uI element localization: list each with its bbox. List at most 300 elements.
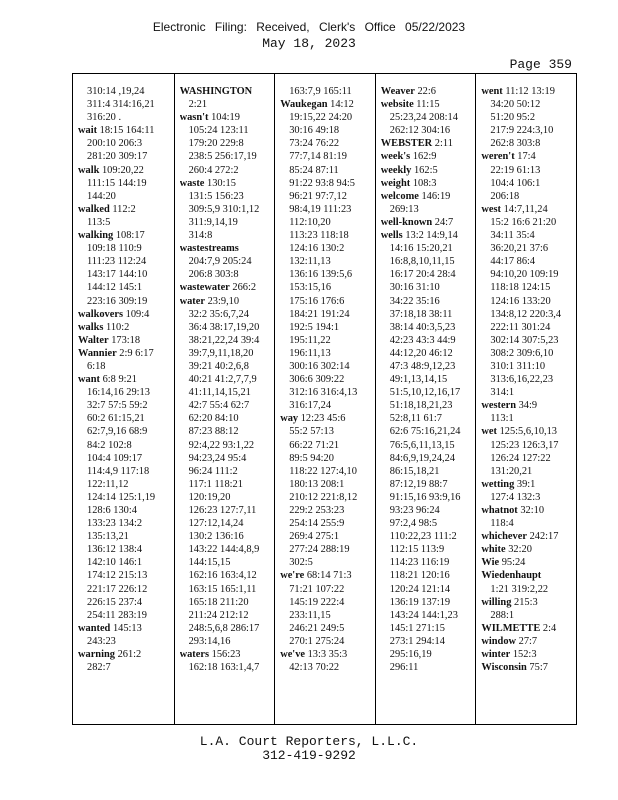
index-entry [280,569,372,582]
index-entry-continuation [180,373,272,386]
index-entry-continuation [381,661,473,674]
index-term: Wiedenhaupt [481,570,542,582]
page-line-refs: 62:7,9,16 68:9 [87,426,148,438]
index-entry-continuation [381,452,473,465]
index-entry-continuation [381,543,473,556]
page-line-refs: 2:4 [542,622,557,634]
page-line-refs: 162:9 [412,151,437,163]
index-term: winter [481,649,511,661]
index-entry-continuation [280,308,372,321]
index-entry-continuation [280,190,372,203]
index-entry-continuation [481,177,573,190]
index-entry-continuation [180,190,272,203]
page-line-refs: 87:12,19 88:7 [389,478,448,490]
index-entry-continuation [180,203,272,216]
index-column-1 [73,74,174,724]
index-entry [78,622,171,635]
page-line-refs: 308:2 309:6,10 [490,347,554,359]
page-line-refs: 113:1 [490,413,514,425]
page-line-refs: 314:8 [188,230,213,242]
index-entry-continuation [381,373,473,386]
page-line-refs: 77:7,14 81:19 [289,151,347,163]
page-line-refs: 302:14 307:5,23 [490,334,559,346]
index-term: wait [78,125,98,137]
index-entry-continuation [481,190,573,203]
page-line-refs: 14:7,11,24 [503,203,548,215]
page-line-refs: 109:4 [125,308,150,320]
index-term: Wisconsin [481,662,527,674]
index-entry [78,347,171,360]
index-entry-continuation [180,137,272,150]
page-line-refs: 262:8 303:8 [490,138,541,150]
index-entry-continuation [280,150,372,163]
page-line-refs: 293:14,16 [188,635,231,647]
page-line-refs: 2:9 6:17 [119,347,154,359]
page-line-refs: 32:2 35:6,7,24 [188,308,249,320]
page-line-refs: 302:5 [289,557,313,569]
index-entry-continuation [280,85,372,98]
index-entry-continuation [78,412,171,425]
page-line-refs: 16:8,8,10,11,15 [389,256,455,268]
index-term: window [481,635,517,647]
index-entry-continuation [180,583,272,596]
page-line-refs: 135:13,21 [87,531,129,543]
index-term: waters [179,649,210,661]
index-term: well-known [380,216,433,228]
index-entry [78,334,171,347]
index-entry [180,648,272,661]
index-entry-continuation [78,85,171,98]
page-line-refs: 105:24 123:11 [188,125,249,137]
index-entry-continuation [78,386,171,399]
page-line-refs: 6:8 9:21 [102,374,137,386]
index-term: waste [179,177,205,189]
page-line-refs: 145:13 [112,622,142,634]
page-line-refs: 51:5,10,12,16,17 [389,387,461,399]
page-line-refs: 206:18 [490,190,520,202]
index-entry-continuation [481,164,573,177]
index-column-4 [375,74,476,724]
index-entry-continuation [280,530,372,543]
index-term: wetting [481,478,515,490]
index-entry-continuation [280,596,372,609]
index-entry-continuation [78,216,171,229]
index-term: walks [78,321,104,333]
page-line-refs: 34:22 35:16 [389,295,440,307]
page-line-refs: 122:11,12 [87,478,129,490]
page-line-refs: 146:19 [421,190,451,202]
index-entry-continuation [280,491,372,504]
page-line-refs: 49:1,13,14,15 [389,374,448,386]
page-line-refs: 126:24 127:22 [490,452,551,464]
index-term: walk [78,164,100,176]
page-line-refs: 27:7 [518,635,538,647]
page-line-refs: 37:18,18 38:11 [389,308,453,320]
index-entry-continuation [78,268,171,281]
index-entry-continuation [180,491,272,504]
page-line-refs: 2:11 [434,138,453,150]
index-term: wastestreams [179,243,239,255]
index-entry-continuation [180,334,272,347]
page-line-refs: 87:23 88:12 [188,426,239,438]
page-line-refs: 44:17 86:4 [490,256,536,268]
page-line-refs: 163:7,9 165:11 [289,86,352,97]
page-line-refs: 130:15 [207,177,236,189]
index-term: weekly [380,164,412,176]
page-line-refs: 42:23 43:3 44:9 [389,334,456,346]
index-entry-continuation [78,98,171,111]
index-entry [481,543,573,556]
page-line-refs: 206:8 303:8 [188,269,239,281]
page-line-refs: 142:10 146:1 [87,557,143,569]
page-line-refs: 127:4 132:3 [490,491,541,503]
index-term: wet [481,426,497,438]
page-line-refs: 52:8,11 61:7 [389,413,442,425]
index-entry-continuation [180,452,272,465]
index-entry-continuation [78,583,171,596]
index-entry-continuation [280,281,372,294]
index-entry [481,648,573,661]
index-term: white [481,544,506,556]
page-line-refs: 126:23 127:7,11 [188,505,257,516]
page-line-refs: 15:2 16:6 21:20 [490,216,557,228]
page-line-refs: 125:23 126:3,17 [490,439,559,451]
page-line-refs: 254:14 255:9 [289,518,345,530]
page-line-refs: 162:16 163:4,12 [188,570,257,582]
page-line-refs: 152:3 [512,649,537,661]
index-entry [381,229,473,242]
page-line-refs: 128:6 130:4 [87,505,137,516]
page-line-refs: 143:22 144:4,8,9 [188,544,260,556]
index-entry [78,648,171,661]
page-line-refs: 282:7 [87,662,111,674]
index-entry-continuation [481,255,573,268]
page-line-refs: 156:23 [211,649,241,661]
page-line-refs: 144:15,15 [188,557,231,569]
index-entry-continuation [180,543,272,556]
index-entry-continuation [78,491,171,504]
page-line-refs: 16:14,16 29:13 [87,387,150,399]
index-entry-continuation [78,150,171,163]
page-line-refs: 125:5,6,10,13 [499,426,558,438]
index-entry-continuation [78,478,171,491]
index-entry [481,203,573,216]
index-entry-continuation [78,543,171,556]
index-entry-continuation [280,373,372,386]
index-entry-continuation [481,386,573,399]
index-entry [78,203,171,216]
index-entry-continuation [381,491,473,504]
page-line-refs: 217:9 224:3,10 [490,125,554,137]
page-line-refs: 34:11 35:4 [490,230,535,242]
page-line-refs: 19:15,22 24:20 [289,112,353,124]
page-line-refs: 108:17 [115,230,145,242]
index-entry-continuation [381,648,473,661]
index-entry-continuation [381,425,473,438]
page-line-refs: 143:24 144:1,23 [389,609,458,621]
index-entry-continuation [180,321,272,334]
index-entry-continuation [180,622,272,635]
page-line-refs: 55:2 57:13 [289,426,334,438]
page-line-refs: 131:20,21 [490,465,533,477]
page-line-refs: 51:20 95:2 [490,112,536,124]
page-line-refs: 120:19,20 [188,491,231,503]
page-line-refs: 94:23,24 95:4 [188,452,247,464]
index-entry-continuation [180,412,272,425]
index-entry-continuation [481,229,573,242]
index-entry [180,85,272,98]
index-entry-continuation [381,517,473,530]
page-line-refs: 111:23 112:24 [87,256,147,268]
page-line-refs: 175:16 176:6 [289,295,345,307]
page-line-refs: 243:23 [87,635,116,647]
index-entry-continuation [280,242,372,255]
index-entry-continuation [78,439,171,452]
index-entry-continuation [180,569,272,582]
index-entry [481,622,573,635]
page-line-refs: 132:11,13 [289,256,331,268]
page-line-refs: 288:1 [490,609,515,621]
index-entry-continuation [280,229,372,242]
index-entry-continuation [78,399,171,412]
index-entry-continuation [280,111,372,124]
index-term: we're [280,570,305,582]
page-line-refs: 223:16 309:19 [87,295,148,307]
index-entry-continuation [280,452,372,465]
page-line-refs: 120:24 121:14 [389,583,451,595]
index-entry-continuation [280,177,372,190]
page-line-refs: 95:24 [501,557,526,569]
page-line-refs: 73:24 76:22 [289,138,340,150]
index-entry [481,635,573,648]
index-entry [78,373,171,386]
index-entry-continuation [180,164,272,177]
page-line-refs: 215:3 [514,596,538,608]
footer-phone: 312-419-9292 [262,748,356,763]
page-line-refs: 262:12 304:16 [389,125,451,137]
page-line-refs: 112:15 113:9 [389,544,445,556]
index-entry-continuation [381,465,473,478]
index-entry-continuation [180,635,272,648]
index-entry-continuation [381,281,473,294]
page-line-refs: 270:1 275:24 [289,635,345,647]
index-entry [180,295,272,308]
page-line-refs: 93:23 96:24 [389,505,440,516]
page-line-refs: 41:11,14,15,21 [188,387,251,399]
page-line-refs: 133:23 134:2 [87,518,143,530]
page-line-refs: 130:2 136:16 [188,531,244,543]
page-line-refs: 312:16 316:4,13 [289,387,358,399]
index-term: walking [78,230,114,242]
page-line-refs: 38:14 40:3,5,23 [389,321,456,333]
page-line-refs: 14:16 15:20,21 [389,243,453,255]
index-entry-continuation [381,530,473,543]
page-line-refs: 118:21 120:16 [389,570,450,582]
page-line-refs: 210:12 221:8,12 [289,491,358,503]
index-entry-continuation [381,583,473,596]
index-entry [481,85,573,98]
index-entry-continuation [78,111,171,124]
index-entry [280,98,372,111]
index-entry-continuation [381,255,473,268]
page-line-refs: 118:22 127:4,10 [289,465,357,477]
page-line-refs: 242:17 [529,531,559,543]
index-entry-continuation [180,596,272,609]
index-entry [381,137,473,150]
index-term: Weaver [380,86,415,97]
page-line-refs: 143:17 144:10 [87,269,148,281]
page-line-refs: 39:7,9,11,18,20 [188,347,254,359]
index-entry-continuation [481,517,573,530]
index-term: wanted [78,622,111,634]
index-entry-continuation [481,609,573,622]
page-line-refs: 281:20 309:17 [87,151,148,163]
index-entry-continuation [180,439,272,452]
page-line-refs: 34:9 [518,400,538,412]
index-entry [78,124,171,137]
page-line-refs: 76:5,6,11,13,15 [389,439,455,451]
index-term: week's [380,151,411,163]
page-line-refs: 246:21 249:5 [289,622,345,634]
page-line-refs: 39:21 40:2,6,8 [188,360,249,372]
index-entry [381,98,473,111]
page-line-refs: 145:19 222:4 [289,596,345,608]
page-line-refs: 311:4 314:16,21 [87,99,155,111]
index-entry-continuation [280,556,372,569]
page-line-refs: 311:9,14,19 [188,216,238,228]
index-term: warning [78,649,115,661]
index-entry-continuation [78,452,171,465]
index-entry-continuation [180,255,272,268]
index-entry-continuation [381,386,473,399]
index-entry-continuation [481,439,573,452]
page-line-refs: 38:21,22,24 39:4 [188,334,260,346]
index-entry-continuation [280,164,372,177]
page-line-refs: 310:1 311:10 [490,360,546,372]
index-term: WILMETTE [481,622,541,634]
index-entry [180,242,272,255]
index-entry-continuation [180,268,272,281]
page-line-refs: 118:4 [490,518,514,530]
index-entry-continuation [481,295,573,308]
page-line-refs: 145:1 271:15 [389,622,445,634]
index-entry-continuation [180,216,272,229]
page-line-refs: 39:1 [516,478,536,490]
page-line-refs: 313:6,16,22,23 [490,374,554,386]
page-line-refs: 162:18 163:1,4,7 [188,662,260,674]
index-entry-continuation [180,517,272,530]
index-entry [481,399,573,412]
index-entry [78,308,171,321]
index-entry-continuation [78,661,171,674]
page-line-refs: 91:22 93:8 94:5 [289,177,355,189]
index-entry-continuation [280,465,372,478]
page-line-refs: 124:14 125:1,19 [87,491,156,503]
page-line-refs: 124:16 133:20 [490,295,551,307]
index-term: water [179,295,205,307]
page-line-refs: 1:21 319:2,22 [490,583,549,595]
index-entry-continuation [381,268,473,281]
page-line-refs: 144:12 145:1 [87,282,143,294]
page-line-refs: 296:11 [389,662,419,674]
page-line-refs: 269:4 275:1 [289,531,340,543]
index-entry [481,478,573,491]
index-term: WASHINGTON [179,86,253,97]
page-line-refs: 221:17 226:12 [87,583,148,595]
page-line-refs: 12:23 45:6 [300,413,346,425]
page-line-refs: 11:15 [416,99,440,111]
index-entry-continuation [481,347,573,360]
index-entry-continuation [481,137,573,150]
index-entry-continuation [481,465,573,478]
page-line-refs: 314:1 [490,387,515,399]
page-line-refs: 32:20 [508,544,532,556]
page-line-refs: 11:12 13:19 [505,86,555,97]
index-entry-continuation [381,439,473,452]
page-line-refs: 112:2 [112,203,136,215]
page-line-refs: 36:4 38:17,19,20 [188,321,260,333]
page-line-refs: 109:20,22 [101,164,144,176]
index-term: Wie [481,557,500,569]
page-line-refs: 131:5 156:23 [188,190,244,202]
index-entry-continuation [481,308,573,321]
page-line-refs: 277:24 288:19 [289,544,350,556]
page-line-refs: 60:2 61:15,21 [87,413,145,425]
page-line-refs: 109:18 110:9 [87,243,142,255]
page-line-refs: 117:1 118:21 [188,478,243,490]
index-entry [78,229,171,242]
index-entry [280,648,372,661]
page-line-refs: 248:5,6,8 286:17 [188,622,260,634]
index-entry-continuation [180,229,272,242]
index-entry [481,425,573,438]
index-entry-continuation [481,98,573,111]
page-line-refs: 14:12 [330,99,354,111]
page-line-refs: 42:7 55:4 62:7 [188,400,250,412]
page-line-refs: 25:23,24 208:14 [389,112,458,124]
index-entry-continuation [78,190,171,203]
index-entry-continuation [481,111,573,124]
index-term: WEBSTER [380,138,433,150]
index-entry-continuation [481,242,573,255]
page-line-refs: 309:5,9 310:1,12 [188,203,260,215]
page-line-refs: 174:12 215:13 [87,570,148,582]
page-line-refs: 306:6 309:22 [289,374,345,386]
page-line-refs: 22:19 61:13 [490,164,541,176]
page-line-refs: 32:7 57:5 59:2 [87,400,148,412]
index-term: willing [481,596,512,608]
index-entry-continuation [180,347,272,360]
index-entry [78,164,171,177]
efiling-stamp: Electronic Filing: Received, Clerk's Office 05/22/2023 [152,20,466,34]
index-entry-continuation [381,308,473,321]
page-line-refs: 98:4,19 111:23 [289,203,352,215]
index-entry-continuation [78,137,171,150]
page-line-refs: 316:20 . [87,112,122,124]
page-line-refs: 32:10 [520,505,545,516]
index-column-5 [475,74,576,724]
index-entry-continuation [381,242,473,255]
index-entry [381,150,473,163]
page-line-refs: 222:11 301:24 [490,321,551,333]
index-entry [481,661,573,674]
page-line-refs: 40:21 41:2,7,7,9 [188,374,257,386]
index-entry-continuation [180,465,272,478]
index-entry [481,596,573,609]
index-entry-continuation [481,412,573,425]
index-entry-continuation [78,177,171,190]
index-entry-continuation [280,661,372,674]
